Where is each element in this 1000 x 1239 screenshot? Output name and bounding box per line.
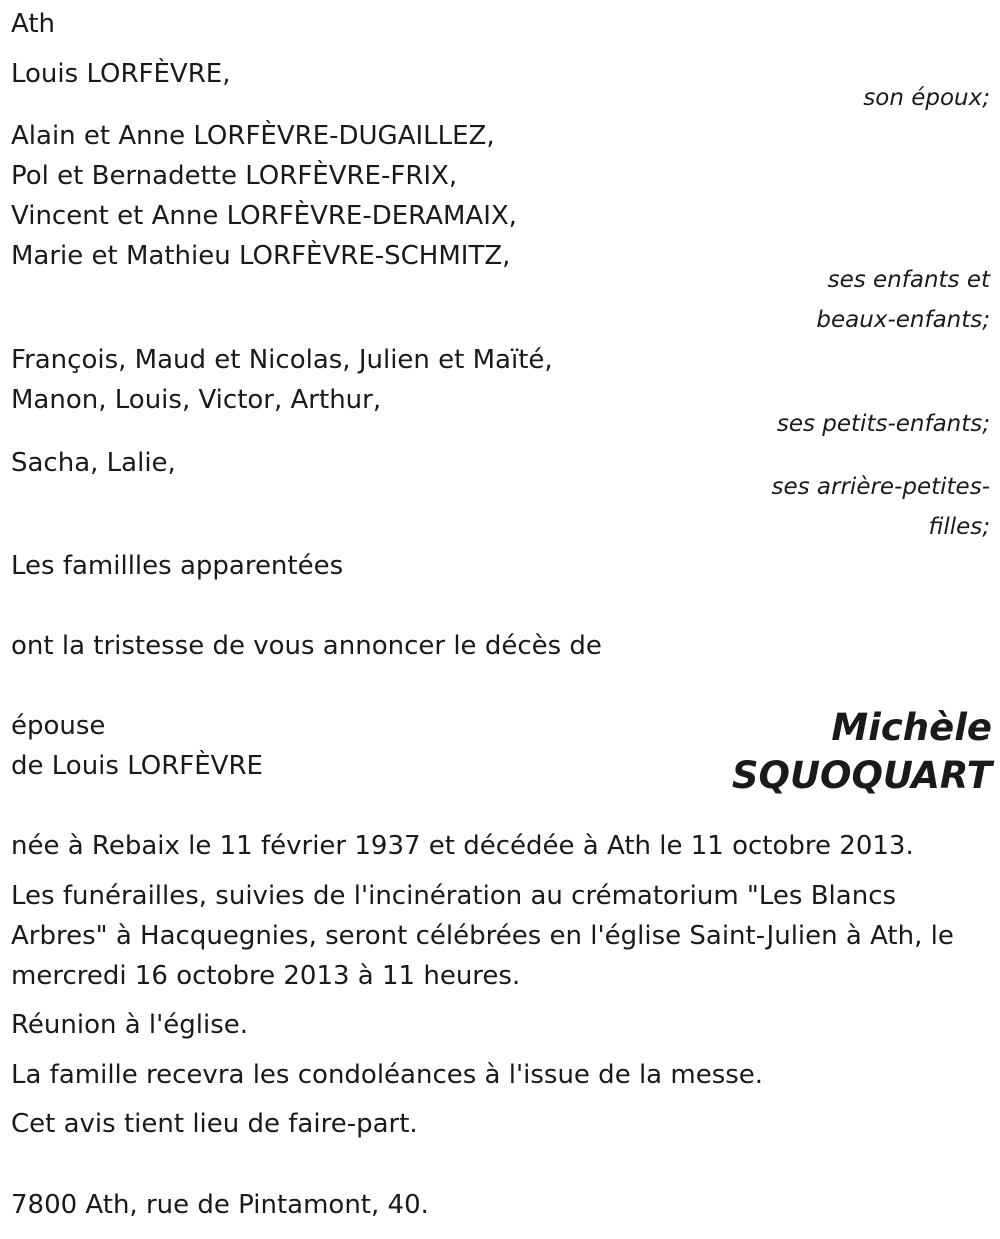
children-role-line-2: beaux-enfants;: [816, 307, 990, 333]
children-role-line-1: ses enfants et: [827, 267, 990, 293]
condolences-line: La famille recevra les condoléances à l'issue de la messe.: [11, 1060, 764, 1090]
child-line-2: Pol et Bernadette LORFÈVRE-FRIX,: [11, 161, 458, 191]
great-grandchildren-line: Sacha, Lalie,: [11, 448, 176, 478]
relation-line-2: de Louis LORFÈVRE: [11, 751, 263, 781]
families-line: Les famillles apparentées: [11, 551, 344, 581]
child-line-4: Marie et Mathieu LORFÈVRE-SCHMITZ,: [11, 241, 511, 271]
funeral-paragraph: Les funérailles, suivies de l'incinération au crématorium "Les Blancs Arbres" à Hacquegnies, seront célébrées en l'église Saint-Julien à Ath, le mercredi 16 octobre 2013 à 11 heures.: [11, 881, 954, 991]
great-grandchildren-role-line-2: filles;: [928, 514, 990, 540]
great-grandchildren-role-line-1: ses arrière-petites-: [771, 474, 990, 500]
announcement-line: ont la tristesse de vous annoncer le décès de: [11, 631, 602, 661]
notice-line: Cet avis tient lieu de faire-part.: [11, 1109, 418, 1139]
deceased-last-name: SQUOQUART: [731, 754, 992, 797]
birth-death-line: née à Rebaix le 11 février 1937 et décédée à Ath le 11 octobre 2013.: [11, 831, 914, 861]
spouse-role: son époux;: [863, 85, 990, 111]
child-line-3: Vincent et Anne LORFÈVRE-DERAMAIX,: [11, 201, 517, 231]
deceased-first-name: Michèle: [831, 706, 992, 749]
address-line: 7800 Ath, rue de Pintamont, 40.: [11, 1190, 429, 1220]
spouse-name: Louis LORFÈVRE,: [11, 59, 231, 89]
relation-line-1: épouse: [11, 711, 106, 741]
child-line-1: Alain et Anne LORFÈVRE-DUGAILLEZ,: [11, 121, 495, 151]
city-heading: Ath: [11, 9, 56, 39]
grandchildren-line-2: Manon, Louis, Victor, Arthur,: [11, 385, 382, 415]
grandchildren-role: ses petits-enfants;: [776, 411, 990, 437]
reunion-line: Réunion à l'église.: [11, 1010, 249, 1040]
grandchildren-line-1: François, Maud et Nicolas, Julien et Maïté,: [11, 345, 553, 375]
